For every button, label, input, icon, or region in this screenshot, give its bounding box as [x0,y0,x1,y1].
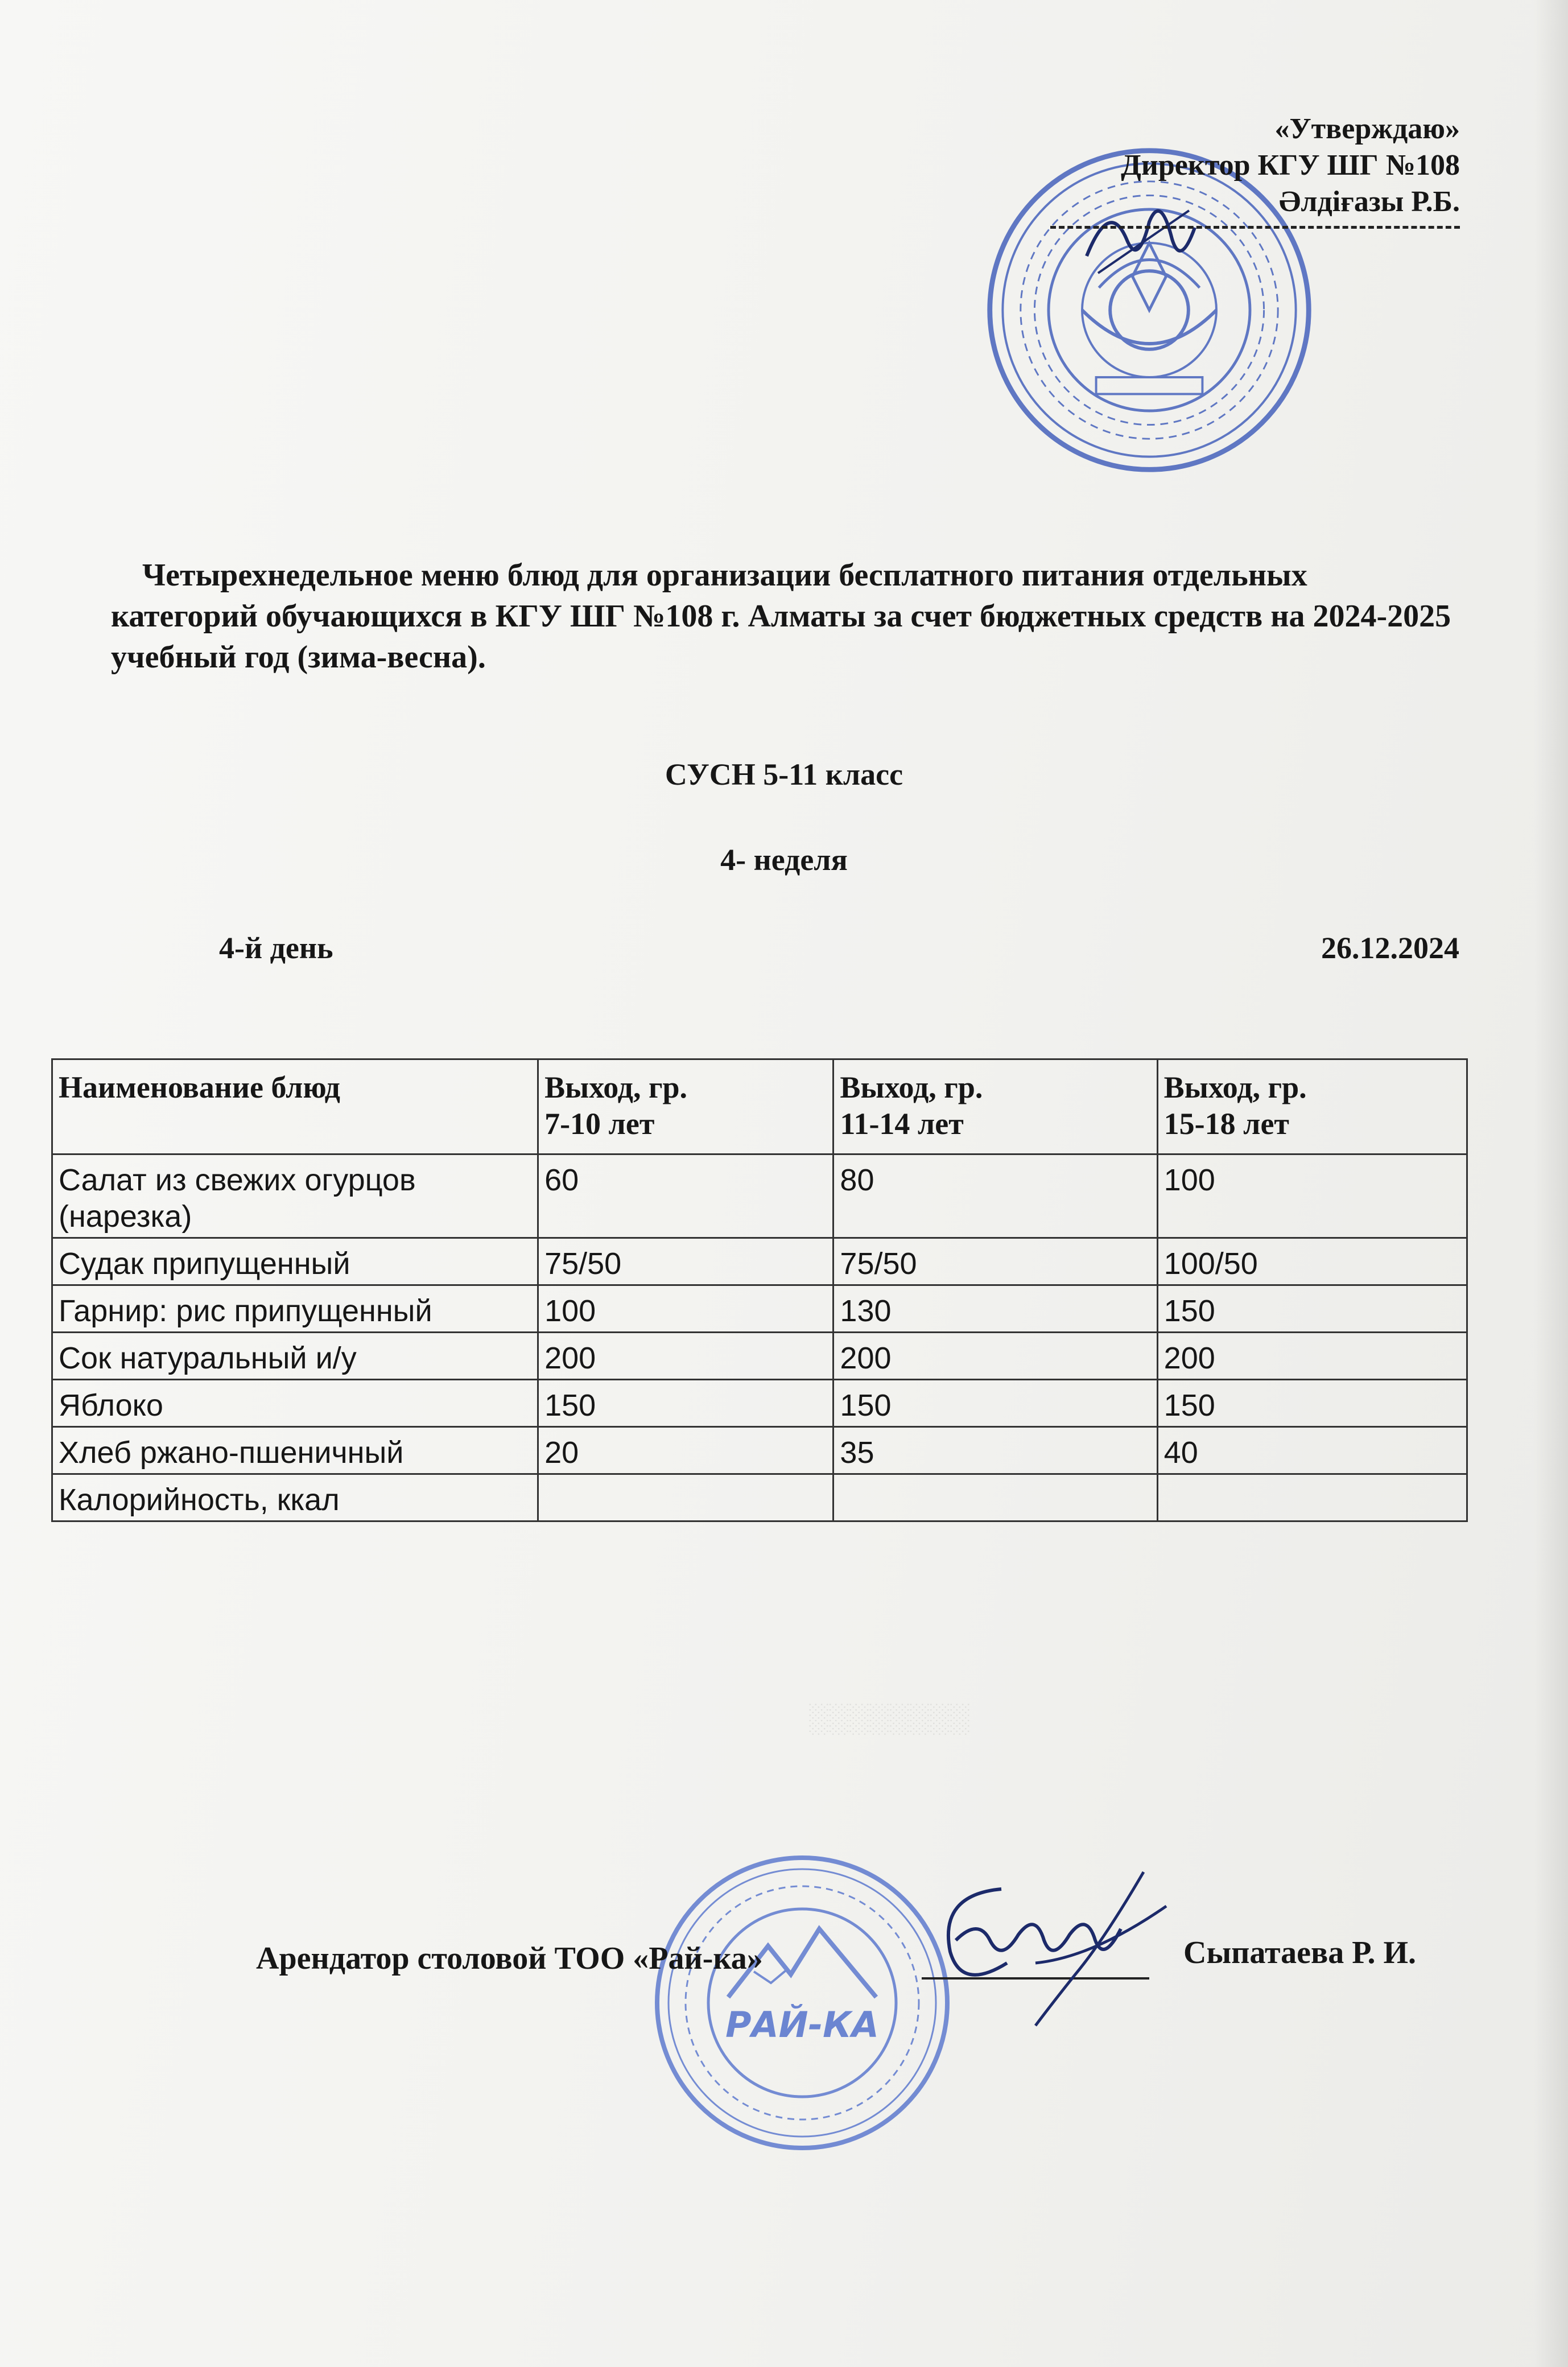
yield-15-18 [1157,1474,1467,1521]
yield-15-18: 100 [1157,1154,1467,1238]
yield-11-14: 200 [833,1333,1157,1380]
approval-name: Әлдіғазы Р.Б. [1278,185,1460,218]
yield-15-18: 40 [1157,1427,1467,1474]
day-date-row [219,930,1459,966]
yield-7-10: 75/50 [538,1238,833,1285]
category-label: СУСН 5-11 класс [665,757,903,791]
yield-15-18: 200 [1157,1333,1467,1380]
footer-name: Сыпатаева Р. И. [1183,1935,1417,1970]
paper-edge-shadow [1534,0,1568,2367]
yield-7-10: 60 [538,1154,833,1238]
yield-15-18: 150 [1157,1380,1467,1427]
yield-11-14 [833,1474,1157,1521]
yield-11-14: 150 [833,1380,1157,1427]
yield-11-14: 75/50 [833,1238,1157,1285]
yield-7-10: 200 [538,1333,833,1380]
day-label: 4-й день [219,931,333,965]
signature-line [1050,226,1460,229]
show-through-text: ░░░░░░░░ [808,1702,969,1734]
dish-name: Яблоко [52,1380,538,1427]
yield-15-18: 150 [1157,1285,1467,1333]
table-row [52,1427,1467,1474]
dish-name: Хлеб ржано-пшеничный [52,1427,538,1474]
header-dish-name: Наименование блюд [52,1059,538,1154]
yield-7-10: 20 [538,1427,833,1474]
dish-name: Салат из свежих огурцов (нарезка) [52,1154,538,1238]
footer-label: Арендатор столовой ТОО «Рай-ка» [256,1941,763,1976]
svg-text:РАЙ-КА: РАЙ-КА [725,2004,879,2046]
table-row [52,1154,1467,1238]
header-yield-7-10: Выход, гр. 7-10 лет [538,1059,833,1154]
table-header-row [52,1059,1467,1154]
yield-11-14: 35 [833,1427,1157,1474]
yield-7-10: 150 [538,1380,833,1427]
table-row [52,1474,1467,1521]
menu-table [51,1058,1468,1522]
table-row [52,1285,1467,1333]
dish-name: Сок натуральный и/у [52,1333,538,1380]
document-title: Четырехнедельное меню блюд для организации бесплатного питания отдельных категорий обучающихся в КГУ ШГ №108 г. Алматы за счет бюджетных средств на 2024-2025 учебный год (зима-весна). [111,558,1451,675]
dish-name: Калорийность, ккал [52,1474,538,1521]
yield-11-14: 130 [833,1285,1157,1333]
date-label: 26.12.2024 [1321,931,1459,965]
tenant-signature [905,1855,1189,2037]
dish-name: Судак припущенный [52,1238,538,1285]
yield-11-14: 80 [833,1154,1157,1238]
dish-name: Гарнир: рис припущенный [52,1285,538,1333]
week-label: 4- неделя [720,843,848,877]
header-yield-15-18: Выход, гр. 15-18 лет [1157,1059,1467,1154]
yield-7-10: 100 [538,1285,833,1333]
yield-15-18: 100/50 [1157,1238,1467,1285]
approval-heading: «Утверждаю» [1274,113,1460,145]
header-yield-11-14: Выход, гр. 11-14 лет [833,1059,1157,1154]
table-row [52,1238,1467,1285]
yield-7-10 [538,1474,833,1521]
approval-block [1050,111,1460,229]
approval-position: Директор КГУ ШГ №108 [1121,149,1460,182]
table-row [52,1380,1467,1427]
table-row [52,1333,1467,1380]
